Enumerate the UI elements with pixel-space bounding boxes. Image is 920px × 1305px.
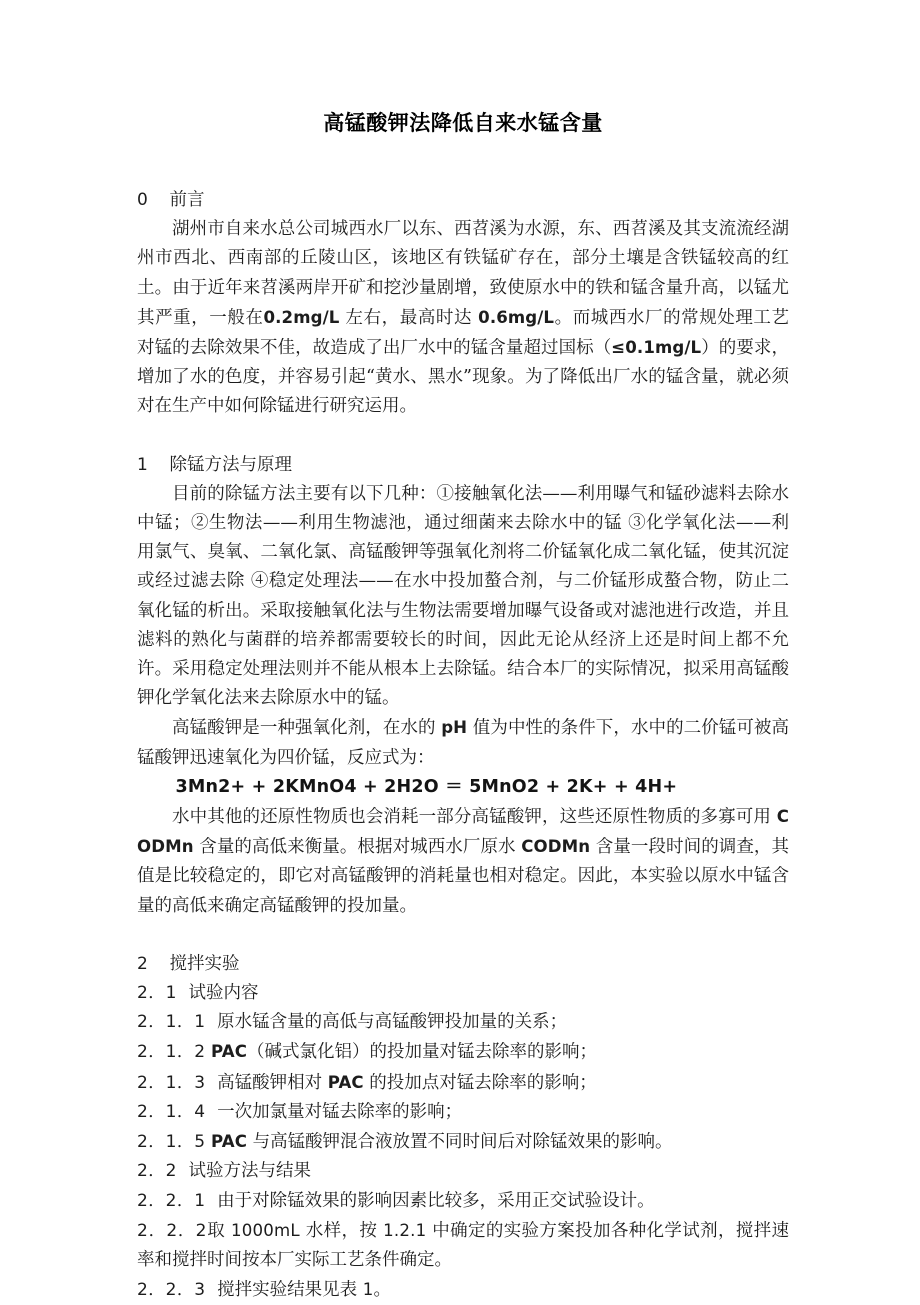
section-item-2-2-3-text: 搅拌实验结果见表 1。 xyxy=(217,1280,391,1301)
section-item-2-2-1-number: 2．2．1 xyxy=(137,1190,206,1211)
section-item-2-1-4-text: 一次加氯量对锰去除率的影响； xyxy=(217,1101,463,1122)
section-item-2-1-text: 试验内容 xyxy=(188,983,259,1004)
spacer-section-1-2 xyxy=(137,921,789,950)
section-item-2-2-text: 试验方法与结果 xyxy=(188,1161,312,1182)
section-item-2-1-3-number: 2．1．3 xyxy=(137,1072,206,1093)
section-0-heading xyxy=(137,186,789,215)
section-item-2-1-4 xyxy=(137,1098,789,1127)
section-item-2-2-number: 2．2 xyxy=(137,1161,177,1182)
term-codmn-2: CODMn xyxy=(521,837,591,857)
section-0-paragraph: 湖州市自来水总公司城西水厂以东、西苕溪为水源，东、西苕溪及其支流流经湖州市西北、西南部的丘陵山区，该地区有铁锰矿存在，部分土壤是含铁锰较高的红土。由于近年来苕溪两岸开矿和挖沙量剧增，致使原水中的铁和锰含量升高，以锰尤其严重，一般在0.2mg/L 左右，最高时达 0.6mg/L。而城西水厂的常规处理工艺对锰的去除效果不佳，故造成了出厂水中的锰含量超过国标（≤0.1mg/L）的要求，增加了水的色度，并容易引起“黄水、黑水”现象。为了降低出厂水的锰含量，就必须对在生产中如何除锰进行研究运用。 xyxy=(137,219,790,417)
section-1-number: 1 xyxy=(137,454,149,475)
term-pac-2: PAC xyxy=(327,1072,364,1092)
section-item-2-1-2-text: PAC（碱式氯化铝）的投加量对锰去除率的影响； xyxy=(211,1042,597,1063)
section-item-2-1-5-number: 2．1．5 xyxy=(137,1132,206,1153)
section-item-2-2-2-number: 2．2．2 xyxy=(137,1220,207,1241)
section-item-2-1-5 xyxy=(137,1127,789,1157)
section-1-paragraph-3: 水中其他的还原性物质也会消耗一部分高锰酸钾，这些还原性物质的多寡可用 CODMn 含量的高低来衡量。根据对城西水厂原水 CODMn 含量一段时间的调查，其值是比较稳定的，即它对高锰酸钾的消耗量也相对稳定。因此，本实验以原水中锰含量的高低来确定高锰酸钾的投加量。 xyxy=(137,807,790,916)
spacer-after-title xyxy=(137,138,789,186)
value-max-mn: 0.6mg/L xyxy=(478,307,555,327)
section-1-paragraph-2: 高锰酸钾是一种强氧化剂，在水的 pH 值为中性的条件下，水中的二价锰可被高锰酸钾迅速氧化为四价锰，反应式为： xyxy=(137,718,790,768)
section-1-title: 除锰方法与原理 xyxy=(169,454,293,475)
section-item-2-2-2-text: 取 1000mL 水样，按 1.2.1 中确定的实验方案投加各种化学试剂，搅拌速率和搅拌时间按本厂实际工艺条件确定。 xyxy=(137,1220,790,1270)
section-item-2-1-1-number: 2．1．1 xyxy=(137,1012,206,1033)
value-national-standard: ≤0.1mg/L xyxy=(611,338,702,358)
section-item-2-1-1 xyxy=(137,1008,789,1037)
section-item-2-2-3-number: 2．2．3 xyxy=(137,1280,206,1301)
ref-table-1: 1 xyxy=(362,1280,374,1300)
section-0-number: 0 xyxy=(137,190,149,210)
term-pac-1: PAC xyxy=(211,1042,247,1062)
section-item-2-2-2 xyxy=(137,1216,789,1275)
term-codmn-1: CODMn xyxy=(137,807,789,857)
section-item-2-1-number: 2．1 xyxy=(137,983,177,1004)
section-item-2-1-1-text: 原水锰含量的高低与高锰酸钾投加量的关系； xyxy=(217,1012,568,1033)
section-item-2-1-3-text: 高锰酸钾相对 PAC 的投加点对锰去除率的影响； xyxy=(217,1072,597,1093)
section-item-2-2-1 xyxy=(137,1187,789,1216)
section-item-2-1-2 xyxy=(137,1037,789,1067)
section-2-title: 搅拌实验 xyxy=(169,953,240,974)
section-2-heading xyxy=(137,950,789,979)
section-item-2-2-3 xyxy=(137,1275,789,1305)
section-item-2-2-1-text: 由于对除锰效果的影响因素比较多，采用正交试验设计。 xyxy=(217,1190,655,1211)
section-item-2-1 xyxy=(137,979,789,1008)
reaction-equation: 3Mn2+ + 2KMnO4 + 2H2O ＝ 5MnO2 + 2K+ + 4H+ xyxy=(175,776,678,797)
term-ph: pH xyxy=(441,718,468,738)
section-2-number: 2 xyxy=(137,953,149,974)
value-sample-volume: 1000mL xyxy=(231,1220,300,1240)
value-typical-mn: 0.2mg/L xyxy=(263,307,340,327)
page-title: 高锰酸钾法降低自来水锰含量 xyxy=(323,111,603,135)
document-content xyxy=(137,108,789,1305)
ref-scheme-121: 1.2.1 xyxy=(383,1220,427,1240)
term-pac-3: PAC xyxy=(211,1132,247,1152)
spacer-section-0-1 xyxy=(137,422,789,451)
section-item-2-1-3 xyxy=(137,1068,789,1098)
section-item-2-1-2-number: 2．1．2 xyxy=(137,1042,206,1063)
section-1-paragraph-1: 目前的除锰方法主要有以下几种：①接触氧化法——利用曝气和锰砂滤料去除水中锰；②生物法——利用生物滤池，通过细菌来去除水中的锰 ③化学氧化法——利用氯气、臭氧、二氧化氯、高锰酸钾等强氧化剂将二价锰氧化成二氧化锰，使其沉淀或经过滤去除 ④稳定处理法——在水中投加螯合剂，与二价锰形成螯合物，防止二氧化锰的析出。采取接触氧化法与生物法需要增加曝气设备或对滤池进行改造，并且滤料的熟化与菌群的培养都需要较长的时间，因此无论从经济上还是时间上都不允许。采用稳定处理法则并不能从根本上去除锰。结合本厂的实际情况，拟采用高锰酸钾化学氧化法来去除原水中的锰。 xyxy=(137,483,789,709)
section-item-2-1-5-text: PAC 与高锰酸钾混合液放置不同时间后对除锰效果的影响。 xyxy=(211,1132,673,1153)
section-0-title: 前言 xyxy=(169,190,205,210)
section-item-2-1-4-number: 2．1．4 xyxy=(137,1101,206,1122)
section-item-2-2 xyxy=(137,1157,789,1186)
section-1-heading xyxy=(137,451,789,480)
